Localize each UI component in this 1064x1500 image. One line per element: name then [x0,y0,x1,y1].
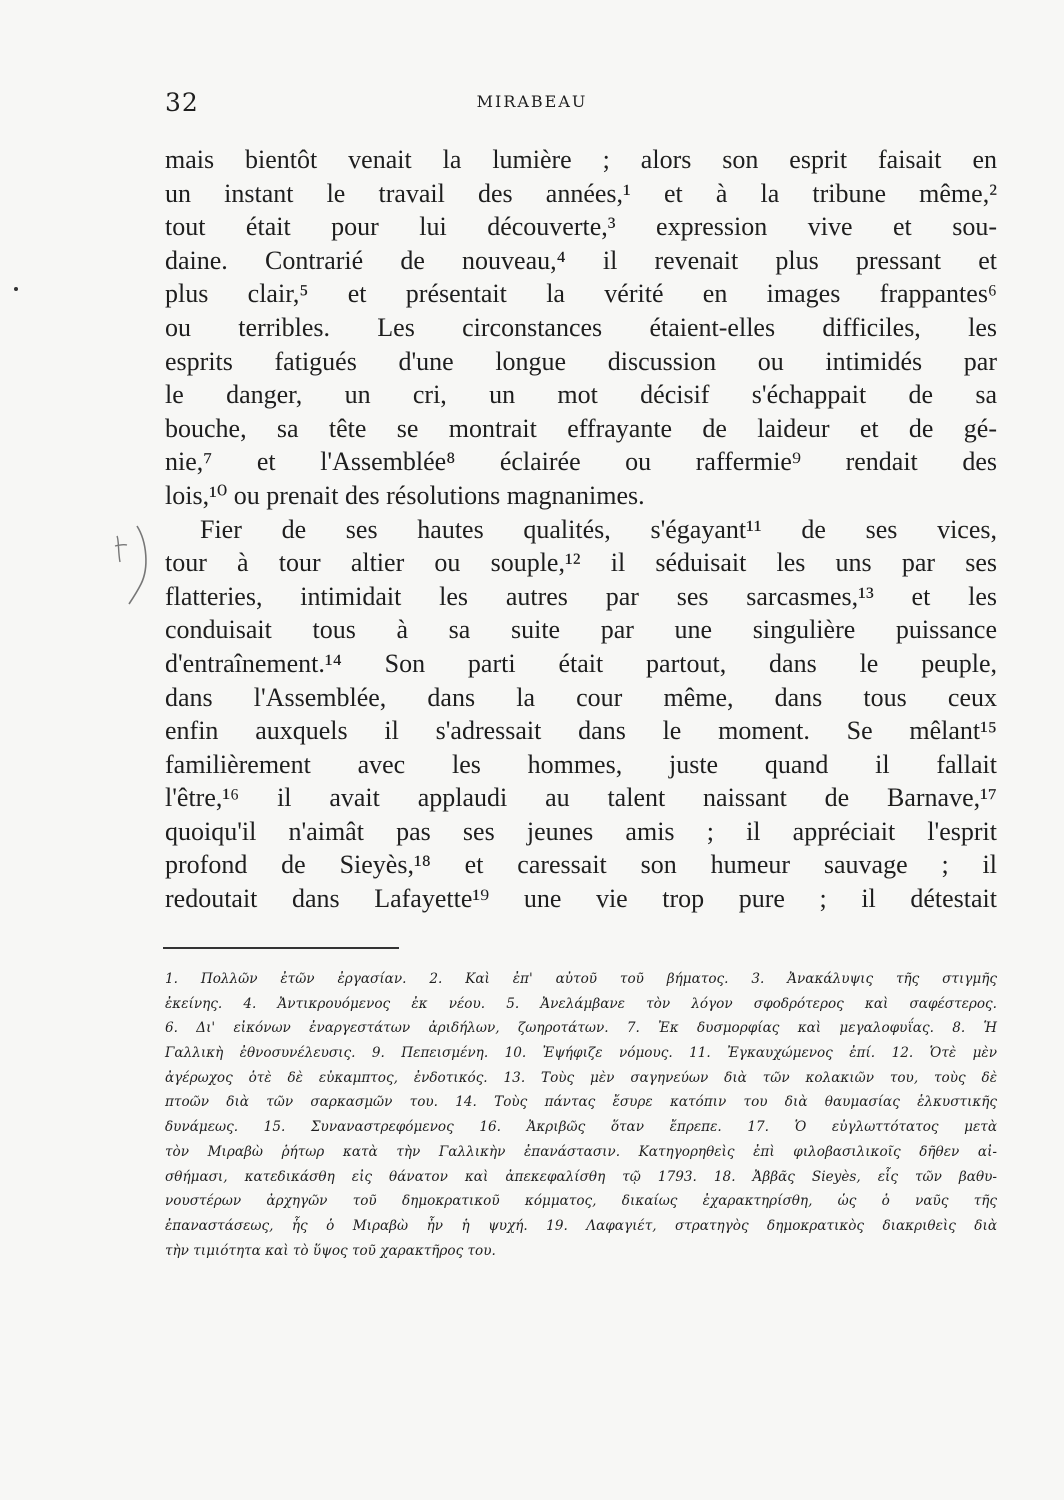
body-line: bouche, sa tête se montrait effrayante de laideur et de gé- [165,413,997,443]
page-number: 32 [165,88,199,117]
footnote-line: σθήμασι, κατεδικάσθη εἰς θάνατον καὶ ἀπεκεφαλίσθη τῷ 1793. 18. Ἀββᾶς Sieyès, εἷς τῶν βαθυ- [165,1168,997,1185]
footnote-line: τὸν Μιραβὼ ῥήτωρ κατὰ τὴν Γαλλικὴν ἐπανάστασιν. Κατηγορηθεὶς ἐπὶ φιλοβασιλικοῖς δῆθεν αἰ- [165,1143,997,1160]
stray-ink-dot [14,287,18,291]
footnote-line: ἐκείνης. 4. Ἀντικρουόμενος ἐκ νέου. 5. Ἀνελάμβανε τὸν λόγον σφοδρότερος καὶ σαφέστερος. [165,995,997,1012]
body-line: ou terribles. Les circonstances étaient-elles difficiles, les [165,312,997,342]
body-line: nie,⁷ et l'Assemblée⁸ éclairée ou raffermie⁹ rendait des [165,447,997,477]
body-line: d'entraînement.¹⁴ Son parti était partout, dans le peuple, [165,648,997,678]
body-line: tout était pour lui découverte,³ expression vive et sou- [165,212,997,242]
running-head: MIRABEAU [476,92,588,111]
footnote-line: 6. Δι' εἰκόνων ἐναργεστάτων ἀριδήλων, ζωηροτάτων. 7. Ἐκ δυσμορφίας καὶ μεγαλοφυΐας. 8. Ἡ [165,1020,997,1037]
body-line: flatteries, intimidait les autres par ses sarcasmes,¹³ et les [165,581,997,611]
footnote-line: τὴν τιμιότητα καὶ τὸ ὕψος τοῦ χαρακτῆρος του. [165,1242,496,1259]
body-line: le danger, un cri, un mot décisif s'échappait de sa [165,380,997,410]
body-line: mais bientôt venait la lumière ; alors son esprit faisait en [165,145,997,174]
footnote-line: Γαλλικὴ ἐθνοσυνέλευσις. 9. Πεπεισμένη. 10. Ἐψήφιζε νόμους. 11. Ἐγκαυχώμενος ἐπί. 12. Ὁτὲ μὲν [165,1045,997,1062]
body-line: lois,¹⁰ ou prenait des résolutions magnanimes. [165,480,645,510]
handwritten-margin-note [113,520,153,610]
body-line: plus clair,⁵ et présentait la vérité en images frappantes⁶ [165,279,997,309]
body-line: familièrement avec les hommes, juste quand il fallait [165,749,997,779]
body-line: esprits fatigués d'une longue discussion ou intimidés par [165,346,997,376]
body-line: redoutait dans Lafayette¹⁹ une vie trop pure ; il détestait [165,884,997,914]
footnote-line: νουστέρων ἀρχηγῶν τοῦ δημοκρατικοῦ κόμματος, δικαίως ἐχαρακτηρίσθη, ὡς ὁ ναῦς τῆς [165,1193,997,1210]
body-line: quoiqu'il n'aimât pas ses jeunes amis ; il appréciait l'esprit [165,816,997,846]
body-text [165,143,997,916]
footnote-line: ἐπαναστάσεως, ἧς ὁ Μιραβὼ ἦν ἡ ψυχή. 19. Λαφαγιέτ, στρατηγὸς δημοκρατικὸς διακριθεὶς διὰ [165,1217,997,1234]
footnote-line: 1. Πολλῶν ἐτῶν ἐργασίαν. 2. Καὶ ἐπ' αὐτοῦ τοῦ βήματος. 3. Ἀνακάλυψις τῆς στιγμῆς [165,971,997,987]
footnote-line: πτοῶν διὰ τῶν σαρκασμῶν του. 14. Τοὺς πάντας ἔσυρε κατόπιν του διὰ θαυμασίας ἑλκυστικῆς [165,1094,997,1111]
footnote-line: ἀγέρωχος ὁτὲ δὲ εὐκαμπτος, ἐνδοτικός. 13. Τοὺς μὲν σαγηνεύων διὰ τῶν κολακιῶν του, τοὺς δὲ [165,1069,997,1086]
body-line: dans l'Assemblée, dans la cour même, dans tous ceux [165,682,997,712]
body-line: l'être,¹⁶ il avait applaudi au talent naissant de Barnave,¹⁷ [165,783,997,813]
body-line: daine. Contrarié de nouveau,⁴ il revenait plus pressant et [165,245,997,275]
footnote-line: δυνάμεως. 15. Συναναστρεφόμενος 16. Ἀκριβῶς ὅταν ἔπρεπε. 17. Ὁ εὐγλωττότατος μετὰ [165,1119,997,1136]
body-line: enfin auxquels il s'adressait dans le moment. Se mêlant¹⁵ [165,716,997,746]
body-line: tour à tour altier ou souple,¹² il séduisait les uns par ses [165,548,997,578]
body-line: profond de Sieyès,¹⁸ et caressait son humeur sauvage ; il [165,850,997,880]
footnote-rule [163,947,399,949]
footnotes [165,967,997,1263]
body-line: Fier de ses hautes qualités, s'égayant¹¹ de ses vices, [200,514,997,544]
body-line: un instant le travail des années,¹ et à la tribune même,² [165,178,997,208]
body-line: conduisait tous à sa suite par une singulière puissance [165,615,997,645]
